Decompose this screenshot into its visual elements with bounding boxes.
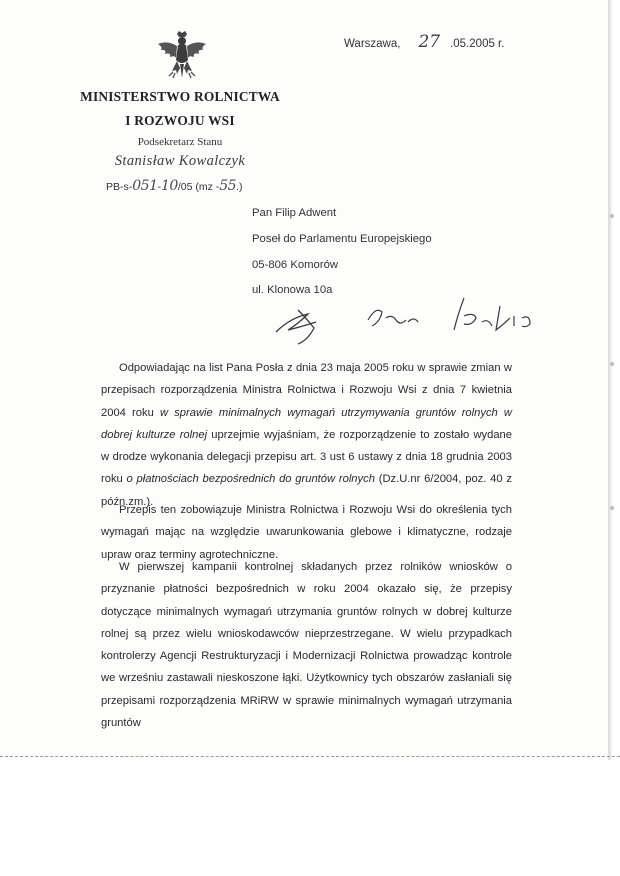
paragraph-2-text: Przepis ten zobowiązuje Ministra Rolnictwa i Rozwoju Wsi do określenia tych wymagań mając na względzie uwarunkowania glebowe i klimatyczne, rodzaje upraw oraz terminy agrotechniczne. (101, 504, 512, 561)
ref-mz-handwritten: 55 (219, 178, 237, 194)
recipient-postal: 05-806 Komorów (252, 259, 339, 271)
date-rest: .05.2005 r. (450, 38, 505, 50)
ref-prefix: PB-s- (106, 181, 133, 193)
recipient-street: ul. Klonowa 10a (252, 284, 333, 296)
recipient-name: Pan Filip Adwent (252, 207, 337, 219)
handwritten-signature-icon (268, 288, 553, 348)
page-edge (608, 0, 612, 760)
paragraph-1-text-cont: uprzejmie wyjaśniam, że rozporządzenie to zostało wydane w drodze wykonania delegacji przepisu art. 3 ust 6 ustawy z dnia 18 grudnia 2003 roku (101, 428, 513, 486)
ref-number-handwritten: 051 (132, 178, 158, 194)
paragraph-1-citation: (Dz.U.nr 6/2004, poz. 40 z późn.zm.). (101, 473, 512, 508)
paragraph-3-text: W pierwszej kampanii kontrolnej składanych przez rolników wniosków o przyznanie płatności bezpośrednich w roku 2004 okazało się, że przepisy dotyczące minimalnych wymagań utrzymania gruntów rolnych w dobrej kulturze rolnej są przez wielu wnioskodawców nieprzestrzegane. W wielu przypadkach kontrolerzy Agencji Restrukturyzacji i Modernizacji Rolnictwa prowadząc kontrole we wrześniu zastawali nieskoszone łąki. Użytkownicy tych obszarów zasłaniali się przepisami rozporządzenia MRiRW w sprawie minimalnych wymagań utrzymania gruntów (101, 561, 512, 730)
ministry-name-line1: MINISTERSTWO ROLNICTWA (80, 89, 280, 104)
paragraph-1 (101, 357, 512, 513)
date-city: Warszawa, (344, 38, 401, 50)
act-title-italic: o płatnościach bezpośrednich do gruntów rolnych (126, 473, 375, 486)
date-line (344, 32, 504, 52)
official-position: Podsekretarz Stanu (137, 136, 223, 148)
eagle-emblem-icon (155, 30, 209, 80)
ministry-name-line2: I ROZWOJU WSI (125, 113, 235, 128)
ref-close: .) (236, 181, 243, 193)
scan-dot (610, 506, 614, 510)
paragraph-1-text: Odpowiadając na list Pana Posła z dnia 23 maja 2005 roku w sprawie zmian w przepisach rozporządzenia Ministra Rolnictwa i Rozwoju Wsi z dnia 7 kwietnia 2004 roku (101, 362, 512, 419)
paragraph-3 (101, 556, 512, 734)
ref-separator: - (157, 181, 161, 193)
ref-month-handwritten: 10 (160, 178, 178, 194)
reference-number (106, 178, 242, 194)
official-name: Stanisław Kowalczyk (114, 153, 246, 169)
recipient-title: Poseł do Parlamentu Europejskiego (252, 233, 432, 245)
scan-dot (610, 362, 614, 366)
regulation-title-italic: w sprawie minimalnych wymagań utrzymywania gruntów rolnych w dobrej kulturze rolnej (101, 406, 512, 441)
scan-dot (610, 214, 614, 218)
page-bottom-edge (0, 756, 620, 757)
ref-year: /05 (mz - (177, 181, 220, 193)
date-day-handwritten: 27 (418, 32, 441, 52)
